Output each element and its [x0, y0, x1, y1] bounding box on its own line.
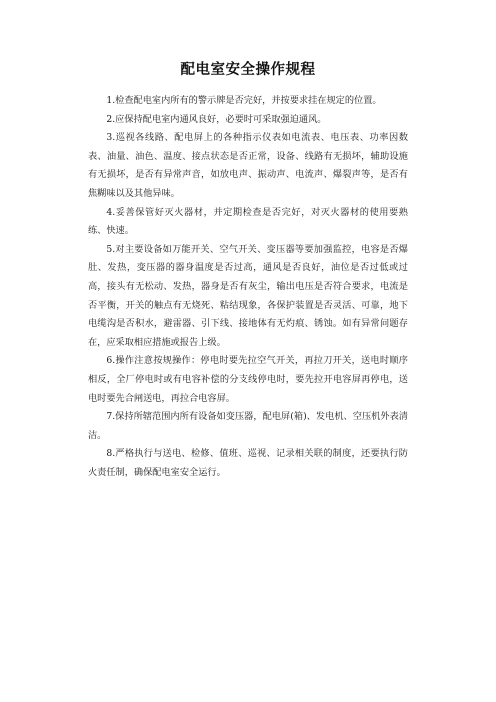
paragraph-3: 3.巡视各线路、配电屏上的各种指示仪表如电流表、电压表、功率因数表、油量、油色、温度、接点状态是否正常，设备、线路有无损坏，辅助设施有无损坏，是否有异常声音，如放电声、振动声、电流声、爆裂声等，是否有焦糊味以及其他异味。	[88, 132, 408, 199]
document-body	[88, 92, 408, 482]
paragraph-6: 6.操作注意按规操作：停电时要先拉空气开关，再拉刀开关，送电时顺序相反，全厂停电时或有电容补偿的分支线停电时，要先拉开电容屏再停电，送电时要先合闸送电，再拉合电容屏。	[88, 355, 408, 404]
paragraph-1: 1.检查配电室内所有的警示牌是否完好，并按要求挂在规定的位置。	[106, 95, 382, 106]
paragraph-7: 7.保持所辖范围内所有设备如变压器，配电屏(箱)、发电机、空压机外表清洁。	[88, 411, 408, 441]
document-title: 配电室安全操作规程	[180, 62, 316, 78]
paragraph-5: 5.对主要设备如万能开关、空气开关、变压器等要加强监控，电容是否爆肚、发热，变压器的器身温度是否过高，通风是否良好，油位是否过低或过高，接头有无松动、发热，器身是否有灰尘，输出电压是否符合要求，电流是否平衡，开关的触点有无烧死、粘结现象，各保护装置是否灵活、可靠，地下电缆沟是否积水，避雷器、引下线、接地体有无灼痕、锈蚀。如有异常问题存在，应采取相应措施或报告上级。	[88, 243, 408, 348]
paragraph-8: 8.严格执行与送电、检修、值班、巡视、记录相关联的制度，还要执行防火责任制，确保配电室安全运行。	[88, 448, 408, 478]
paragraph-2: 2.应保持配电室内通风良好，必要时可采取强迫通风。	[106, 113, 327, 125]
paragraph-4: 4.妥善保管好灭火器材，并定期检查是否完好，对灭火器材的使用要熟练、快速。	[88, 206, 408, 237]
